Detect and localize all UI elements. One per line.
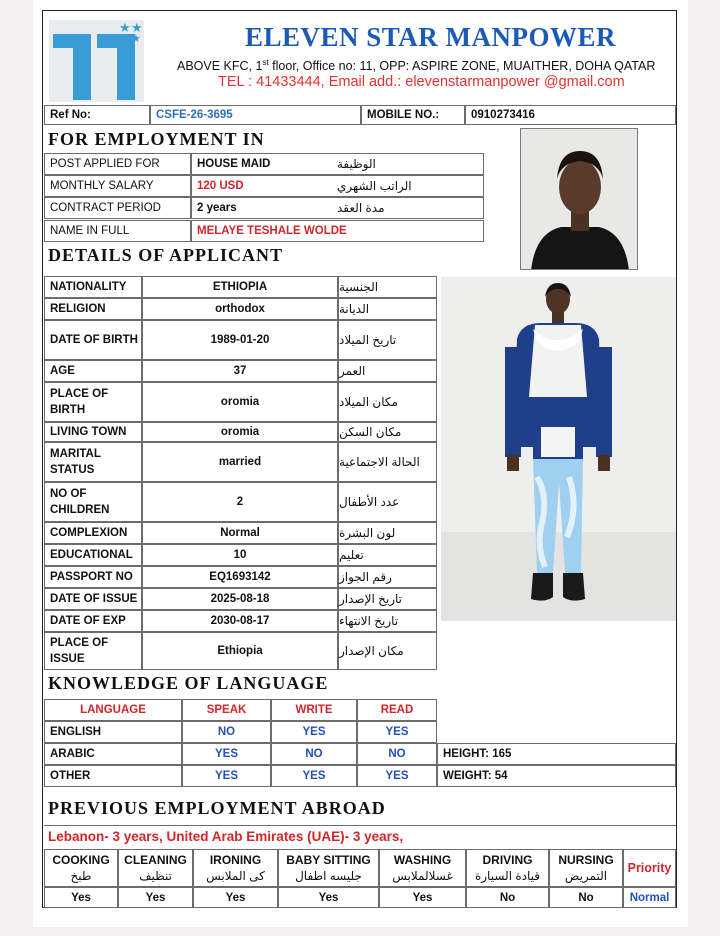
detail-value: oromia: [142, 422, 338, 442]
previous-employment-text: Lebanon- 3 years, United Arab Emirates (UAE)- 3 years,: [44, 825, 676, 847]
employment-value: 2 years: [191, 197, 337, 219]
company-logo: [49, 20, 144, 102]
skill-value: Yes: [44, 887, 118, 908]
portrait-photo: [520, 128, 638, 270]
detail-value: oromia: [142, 382, 338, 422]
star-icon: ★: [131, 20, 143, 35]
detail-label: PASSPORT NO: [44, 566, 142, 588]
language-skill-value: YES: [182, 743, 271, 765]
detail-value: Normal: [142, 522, 338, 544]
skill-name: COOKING: [52, 853, 110, 867]
detail-label-arabic: تاريخ الإصدار: [338, 588, 437, 610]
detail-value: 2030-08-17: [142, 610, 338, 632]
height-value: HEIGHT: 165: [437, 743, 676, 765]
skill-header: [44, 849, 118, 887]
language-skill-value: YES: [357, 721, 437, 743]
language-skill-value: YES: [271, 721, 357, 743]
company-contact: TEL : 41433444, Email add.: elevenstarmanpower @gmail.com: [218, 74, 625, 90]
detail-label: NATIONALITY: [44, 276, 142, 298]
employment-label: POST APPLIED FOR: [44, 153, 191, 175]
ref-value: CSFE-26-3695: [150, 105, 361, 125]
detail-label: COMPLEXION: [44, 522, 142, 544]
skill-name-arabic: كى الملابس: [206, 869, 265, 883]
employment-value: 120 USD: [191, 175, 337, 197]
skill-header: [549, 849, 623, 887]
language-name: ENGLISH: [44, 721, 182, 743]
language-skill-value: YES: [357, 765, 437, 787]
skill-value: Yes: [379, 887, 466, 908]
detail-label: PLACE OF ISSUE: [44, 632, 142, 670]
star-icon: ★: [119, 20, 131, 35]
skill-name: CLEANING: [124, 853, 187, 867]
skill-value: Yes: [193, 887, 278, 908]
ref-label: Ref No:: [44, 105, 150, 125]
skill-value: No: [466, 887, 549, 908]
language-skill-value: NO: [182, 721, 271, 743]
detail-value: orthodox: [142, 298, 338, 320]
detail-label-arabic: الحالة الاجتماعية: [338, 442, 437, 482]
skill-name-arabic: غسلالملابس: [392, 869, 453, 883]
detail-label-arabic: الجنسية: [338, 276, 437, 298]
skill-value: Yes: [118, 887, 193, 908]
skill-header: [466, 849, 549, 887]
mobile-value: 0910273416: [465, 105, 676, 125]
detail-value: EQ1693142: [142, 566, 338, 588]
skill-name-arabic: التمريض: [564, 869, 608, 883]
detail-label: MARITAL STATUS: [44, 442, 142, 482]
skill-name: BABY SITTING: [286, 853, 371, 867]
employment-heading: FOR EMPLOYMENT IN: [48, 128, 265, 149]
employment-label-arabic: مدة العقد: [337, 197, 484, 219]
detail-label-arabic: مكان الميلاد: [338, 382, 437, 422]
company-address: ABOVE KFC, 1st floor, Office no: 11, OPP: ASPIRE ZONE, MUAITHER, DOHA QATAR: [177, 58, 656, 74]
detail-label: NO OF CHILDREN: [44, 482, 142, 522]
detail-label: DATE OF EXP: [44, 610, 142, 632]
employment-label: CONTRACT PERIOD: [44, 197, 191, 219]
detail-value: 1989-01-20: [142, 320, 338, 360]
detail-label-arabic: العمر: [338, 360, 437, 382]
detail-label-arabic: عدد الأطفال: [338, 482, 437, 522]
weight-value: WEIGHT: 54: [437, 765, 676, 787]
skill-value: No: [549, 887, 623, 908]
company-name: ELEVEN STAR MANPOWER: [245, 22, 617, 52]
skill-name-arabic: تنظيف: [139, 869, 172, 883]
star-icon: ★: [131, 33, 141, 45]
skill-header: [278, 849, 379, 887]
detail-label-arabic: مكان الإصدار: [338, 632, 437, 670]
language-name: OTHER: [44, 765, 182, 787]
detail-label-arabic: تاريخ الميلاد: [338, 320, 437, 360]
skill-name-arabic: جليسه اطفال: [295, 869, 362, 883]
language-header: WRITE: [271, 699, 357, 721]
detail-label-arabic: الديانة: [338, 298, 437, 320]
language-skill-value: YES: [271, 765, 357, 787]
name-label: NAME IN FULL: [44, 220, 191, 242]
detail-value: 2025-08-18: [142, 588, 338, 610]
priority-label: Priority: [623, 849, 676, 887]
skill-name: WASHING: [393, 853, 452, 867]
employment-label-arabic: الوظيفة: [337, 153, 484, 175]
language-header: LANGUAGE: [44, 699, 182, 721]
detail-label: RELIGION: [44, 298, 142, 320]
skill-header: [193, 849, 278, 887]
detail-label-arabic: مكان السكن: [338, 422, 437, 442]
employment-label: MONTHLY SALARY: [44, 175, 191, 197]
detail-label-arabic: رقم الجواز: [338, 566, 437, 588]
skill-name: NURSING: [558, 853, 614, 867]
detail-value: 2: [142, 482, 338, 522]
language-header: SPEAK: [182, 699, 271, 721]
details-heading: DETAILS OF APPLICANT: [48, 244, 284, 265]
detail-value: married: [142, 442, 338, 482]
detail-label-arabic: تعليم: [338, 544, 437, 566]
language-header: READ: [357, 699, 437, 721]
language-skill-value: NO: [271, 743, 357, 765]
detail-label: DATE OF BIRTH: [44, 320, 142, 360]
name-value: MELAYE TESHALE WOLDE: [191, 220, 484, 242]
skill-name-arabic: طبخ: [70, 869, 92, 883]
language-skill-value: YES: [182, 765, 271, 787]
priority-value: Normal: [623, 887, 676, 908]
detail-label: LIVING TOWN: [44, 422, 142, 442]
skill-header: [118, 849, 193, 887]
skill-header: [379, 849, 466, 887]
previous-heading: PREVIOUS EMPLOYMENT ABROAD: [48, 798, 386, 818]
detail-label: AGE: [44, 360, 142, 382]
mobile-label: MOBILE NO.:: [361, 105, 465, 125]
detail-value: ETHIOPIA: [142, 276, 338, 298]
skill-name-arabic: قيادة السيارة: [474, 869, 541, 883]
detail-label-arabic: لون البشرة: [338, 522, 437, 544]
language-name: ARABIC: [44, 743, 182, 765]
language-heading: KNOWLEDGE OF LANGUAGE: [48, 672, 329, 693]
detail-label: EDUCATIONAL: [44, 544, 142, 566]
detail-label-arabic: تاريخ الانتهاء: [338, 610, 437, 632]
employment-label-arabic: الراتب الشهري: [337, 175, 484, 197]
full-body-photo: [441, 277, 676, 621]
detail-label: DATE OF ISSUE: [44, 588, 142, 610]
logo-numeral: [53, 34, 141, 100]
detail-value: Ethiopia: [142, 632, 338, 670]
employment-value: HOUSE MAID: [191, 153, 337, 175]
detail-value: 10: [142, 544, 338, 566]
detail-label: PLACE OF BIRTH: [44, 382, 142, 422]
skill-value: Yes: [278, 887, 379, 908]
detail-value: 37: [142, 360, 338, 382]
skill-name: DRIVING: [482, 853, 533, 867]
language-skill-value: NO: [357, 743, 437, 765]
skill-name: IRONING: [209, 853, 262, 867]
